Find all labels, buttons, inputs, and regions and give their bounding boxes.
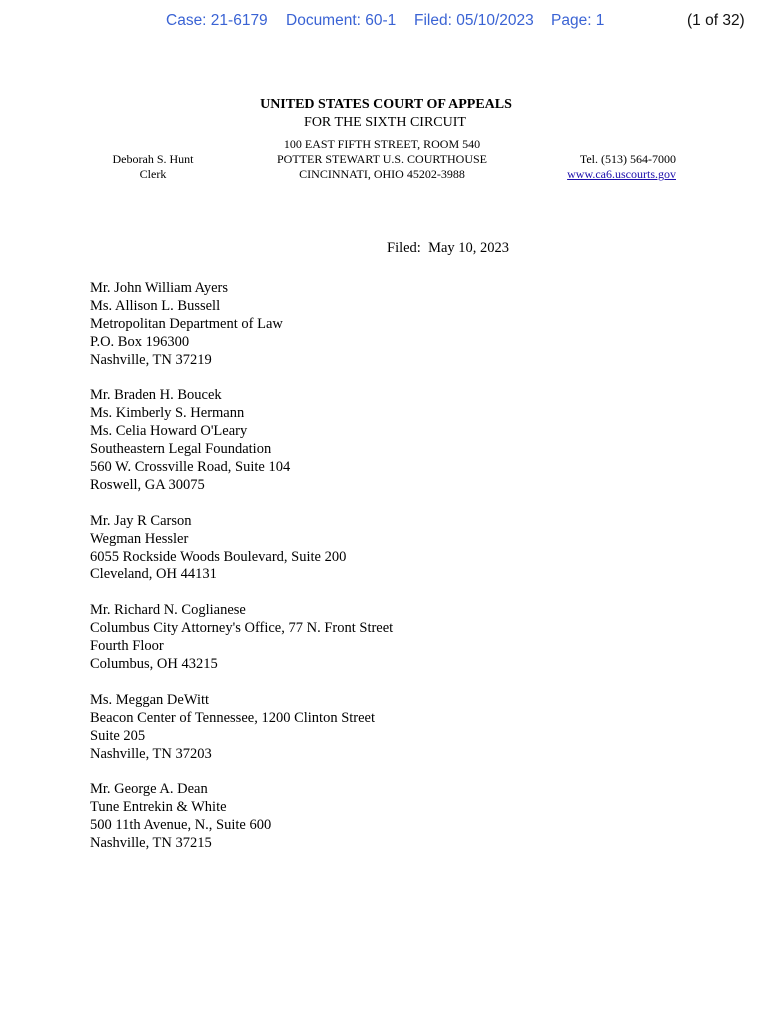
page-number: Page: 1 (551, 12, 605, 29)
recipient-address-block (90, 513, 393, 585)
recipient-address-line: Columbus, OH 43215 (90, 655, 218, 672)
recipient-name: Mr. George A. Dean (90, 781, 208, 798)
recipient-address-line: 500 11th Avenue, N., Suite 600 (90, 817, 272, 834)
recipient-address-block (90, 602, 393, 674)
recipient-name: Mr. Jay R Carson (90, 512, 192, 529)
recipient-address-line: Wegman Hessler (90, 530, 189, 547)
court-website-link[interactable]: www.ca6.uscourts.gov (567, 167, 676, 181)
recipient-address-block (90, 692, 393, 764)
recipient-address-line: Cleveland, OH 44131 (90, 566, 217, 583)
page-count: (1 of 32) (687, 12, 745, 29)
clerk-name: Deborah S. Hunt (112, 152, 194, 166)
recipient-address-line: Nashville, TN 37219 (90, 351, 212, 368)
recipient-address-block (90, 781, 393, 853)
recipient-address-block (90, 280, 393, 370)
recipient-name: Mr. John William Ayers (90, 280, 228, 296)
recipient-address-line: Ms. Allison L. Bussell (90, 297, 221, 314)
recipient-address-line: Suite 205 (90, 727, 146, 744)
recipient-address-line: Tune Entrekin & White (90, 799, 227, 816)
recipient-address-line: Fourth Floor (90, 638, 164, 655)
recipient-address-line: Nashville, TN 37215 (90, 835, 212, 852)
court-address-line: CINCINNATI, OHIO 45202-3988 (299, 167, 465, 181)
court-address-line: 100 EAST FIFTH STREET, ROOM 540 (283, 137, 481, 151)
recipient-address-line: Columbus City Attorney's Office, 77 N. Front Street (90, 620, 394, 637)
case-number: Case: 21-6179 (166, 12, 268, 29)
recipient-address-line: Metropolitan Department of Law (90, 315, 283, 332)
recipient-name: Ms. Meggan DeWitt (90, 691, 210, 708)
recipient-address-line: Beacon Center of Tennessee, 1200 Clinton Street (90, 709, 376, 726)
recipient-address-line: Southeastern Legal Foundation (90, 441, 272, 458)
recipient-address-line: Roswell, GA 30075 (90, 476, 205, 493)
filed-stamp-date: Filed: 05/10/2023 (414, 12, 534, 29)
recipient-address-block (90, 387, 393, 494)
recipient-address-line: 6055 Rockside Woods Boulevard, Suite 200 (90, 548, 347, 565)
court-phone: Tel. (513) 564-7000 (579, 152, 676, 166)
recipient-address-line: Nashville, TN 37203 (90, 745, 212, 762)
recipient-address-line: Ms. Kimberly S. Hermann (90, 405, 245, 422)
court-circuit: FOR THE SIXTH CIRCUIT (304, 115, 466, 130)
recipient-address-line: P.O. Box 196300 (90, 333, 190, 350)
recipient-name: Mr. Braden H. Boucek (90, 387, 222, 404)
recipient-address-line: 560 W. Crossville Road, Suite 104 (90, 459, 291, 476)
filing-stamp-header (0, 12, 770, 34)
recipient-name: Mr. Richard N. Coglianese (90, 602, 246, 619)
clerk-title: Clerk (139, 167, 167, 181)
filed-date: Filed: May 10, 2023 (387, 240, 510, 256)
recipient-list (90, 280, 393, 871)
court-title: UNITED STATES COURT OF APPEALS (260, 97, 512, 112)
document-number: Document: 60-1 (286, 12, 397, 29)
recipient-address-line: Ms. Celia Howard O'Leary (90, 423, 248, 440)
court-address-line: POTTER STEWART U.S. COURTHOUSE (276, 152, 488, 166)
